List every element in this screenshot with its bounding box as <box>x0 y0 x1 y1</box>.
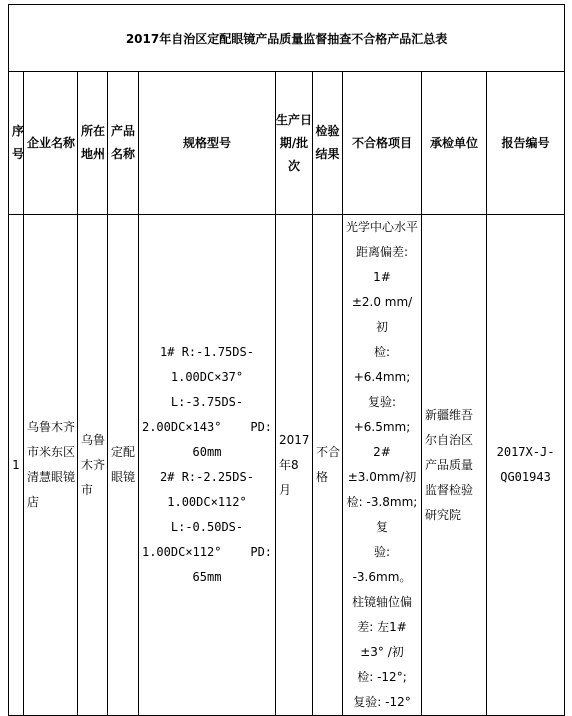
header-defect: 不合格项目 <box>343 72 422 215</box>
cell-result: 不合格 <box>313 215 343 716</box>
header-report: 报告编号 <box>487 72 565 215</box>
cell-company: 乌鲁木齐市米东区清慧眼镜店 <box>24 215 78 716</box>
header-product: 产品名称 <box>108 72 139 215</box>
header-result: 检验结果 <box>313 72 343 215</box>
header-date: 生产日期/批次 <box>276 72 313 215</box>
spec-line: 1.00DC×37° <box>170 370 244 384</box>
defect-line: 验: -3.6mm。 <box>352 545 412 584</box>
header-row <box>9 72 565 215</box>
spec-line: 2# R:-2.25DS- <box>160 470 254 484</box>
header-seq: 序号 <box>9 72 24 215</box>
cell-spec <box>139 215 276 716</box>
cell-report: 2017X-J-QG01943 <box>487 215 565 716</box>
defect-line: 距离偏差: 1# <box>355 245 409 284</box>
header-inspector: 承检单位 <box>422 72 487 215</box>
spec-line: 2.00DC×143° PD: <box>141 420 273 434</box>
table-row <box>9 215 565 716</box>
summary-sheet <box>8 4 564 709</box>
cell-defect <box>343 215 422 716</box>
spec-line: 1# R:-1.75DS- <box>160 345 254 359</box>
defect-line: 检: +6.4mm; <box>353 345 411 384</box>
spec-line: 1.00DC×112° <box>167 495 247 509</box>
cell-date: 2017年8月 <box>276 215 313 716</box>
defect-line: ±3° /初 <box>360 645 404 659</box>
defect-line: 光学中心水平 <box>346 220 419 234</box>
spec-line: L:-0.50DS- <box>170 520 244 534</box>
defect-line: +6.5mm; 2# <box>353 420 411 459</box>
defect-line: 柱镜轴位偏 <box>351 595 412 609</box>
spec-line: L:-3.75DS- <box>170 395 244 409</box>
summary-table <box>8 4 565 716</box>
defect-line: 复验: <box>367 395 397 409</box>
defect-line: 复 <box>375 520 388 534</box>
defect-line: 检: -12°; <box>357 670 407 684</box>
defect-line: 复验: -12° <box>353 695 411 709</box>
table-title: 2017年自治区定配眼镜产品质量监督抽查不合格产品汇总表 <box>9 5 565 72</box>
cell-seq: 1 <box>9 215 24 716</box>
header-spec: 规格型号 <box>139 72 276 215</box>
header-location: 所在地州 <box>78 72 108 215</box>
header-company: 企业名称 <box>24 72 78 215</box>
spec-line: 65mm <box>192 570 222 584</box>
defect-line: ±3.0mm/初 <box>347 470 417 484</box>
cell-product: 定配眼镜 <box>108 215 139 716</box>
cell-location: 乌鲁木齐市 <box>78 215 108 716</box>
cell-inspector: 新疆维吾尔自治区产品质量监督检验研究院 <box>422 215 487 716</box>
defect-line: ±2.0 mm/初 <box>351 295 413 334</box>
defect-line: 差: 左1# <box>357 620 407 634</box>
spec-line: 1.00DC×112° PD: <box>141 545 273 559</box>
defect-line: 检: -3.8mm; <box>346 495 418 509</box>
spec-line: 60mm <box>192 445 222 459</box>
